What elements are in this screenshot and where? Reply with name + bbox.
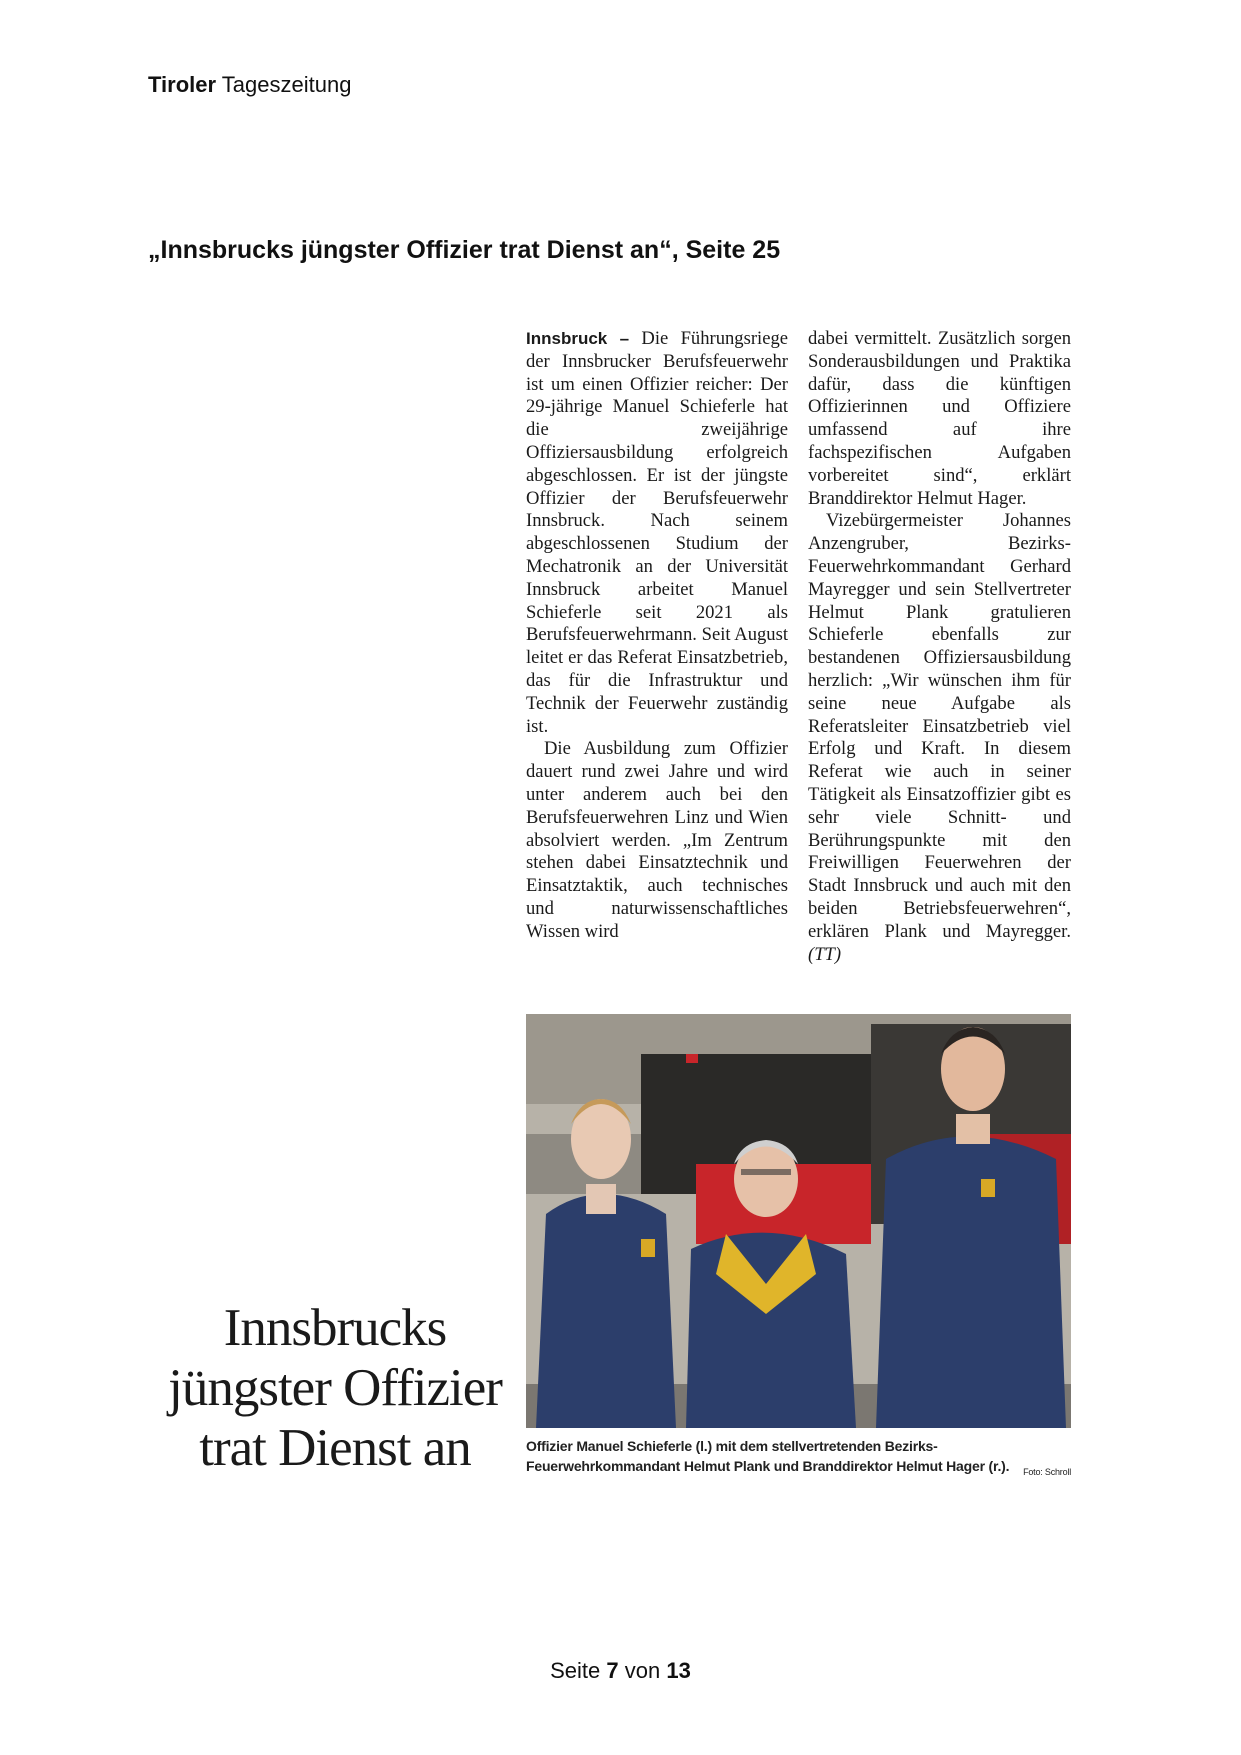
article-photo [526, 1014, 1071, 1428]
paragraph-text: Die Führungsriege der Innsbrucker Berufsfeuerwehr ist um einen Offizier reicher: Der 29-jährige Manuel Schieferle hat die zweijährige Offiziersausbildung erfolgreich abgeschlossen. Er ist der jüngste Offizier der Berufsfeuerwehr Innsbruck. Nach seinem abgeschlossenen Studium der Mechatronik an der Universität Innsbruck arbeitet Manuel Schieferle seit 2021 als Berufsfeuerwehrmann. Seit August leitet er das Referat Einsatzbetrieb, das für die Infrastruktur und Technik der Feuerwehr zuständig ist. [526, 328, 788, 737]
paragraph-text: Vizebürgermeister Johannes Anzengruber, Bezirks-Feuerwehrkommandant Gerhard Mayregger und sein Stellvertreter Helmut Plank gratulieren Schieferle ebenfalls zur bestandenen Offiziersausbildung herzlich: „Wir wünschen ihm für seine neue Aufgabe als Referatsleiter Einsatzbetrieb viel Erfolg und Kraft. In diesem Referat wie auch in seiner Tätigkeit als Einsatzoffizier gibt es sehr viele Schnitt- und Berührungspunkte mit den Freiwilligen Feuerwehren der Stadt Innsbruck und auch mit den beiden Betriebsfeuerwehren“, erklären Plank und Mayregger. [808, 510, 1071, 942]
reference-title: „Innsbrucks jüngster Offizier trat Dienst an“, Seite 25 [148, 236, 781, 264]
masthead-bold: Tiroler [148, 72, 217, 97]
headline-line-3: trat Dienst an [199, 1419, 471, 1477]
signature: (TT) [808, 943, 842, 965]
headline-line-2: jüngster Offizier [168, 1359, 502, 1417]
page-footer [0, 1658, 1241, 1684]
footer-prefix: Seite [550, 1658, 601, 1683]
masthead-rest: Tageszeitung [221, 72, 352, 97]
footer-total: 13 [666, 1658, 691, 1683]
article-paragraph [808, 510, 1071, 966]
sign [686, 1054, 698, 1063]
masthead [148, 72, 351, 98]
footer-mid: von [624, 1658, 661, 1683]
dateline: Innsbruck – [526, 329, 630, 348]
article-column-2 [808, 328, 1071, 966]
caption-text: Offizier Manuel Schieferle (l.) mit dem stellvertretenden Bezirks-Feuerwehrkommandant Helmut Plank und Branddirektor Helmut Hager (r.). [526, 1438, 1010, 1474]
photo-credit: Foto: Schroll [1023, 1467, 1071, 1477]
article-paragraph: dabei vermittelt. Zusätzlich sorgen Sonderausbildungen und Praktika dafür, dass die künftigen Offizierinnen und Offiziere umfassend auf ihre fachspezifischen Aufgaben vorbereitet sind“, erklärt Branddirektor Helmut Hager. [808, 328, 1071, 509]
footer-page: 7 [606, 1658, 619, 1683]
article-column-1 [526, 328, 788, 944]
article-paragraph: Die Ausbildung zum Offizier dauert rund zwei Jahre und wird unter anderem auch bei den Berufsfeuerwehren Linz und Wien absolviert werden. „Im Zentrum stehen dabei Einsatztechnik und Einsatztaktik, auch technisches und naturwissenschaftliches Wissen wird [526, 738, 788, 942]
headline-line-1: Innsbrucks [223, 1299, 447, 1357]
photo-caption [526, 1436, 1071, 1482]
article-headline [150, 1298, 520, 1478]
article-paragraph [526, 328, 788, 738]
